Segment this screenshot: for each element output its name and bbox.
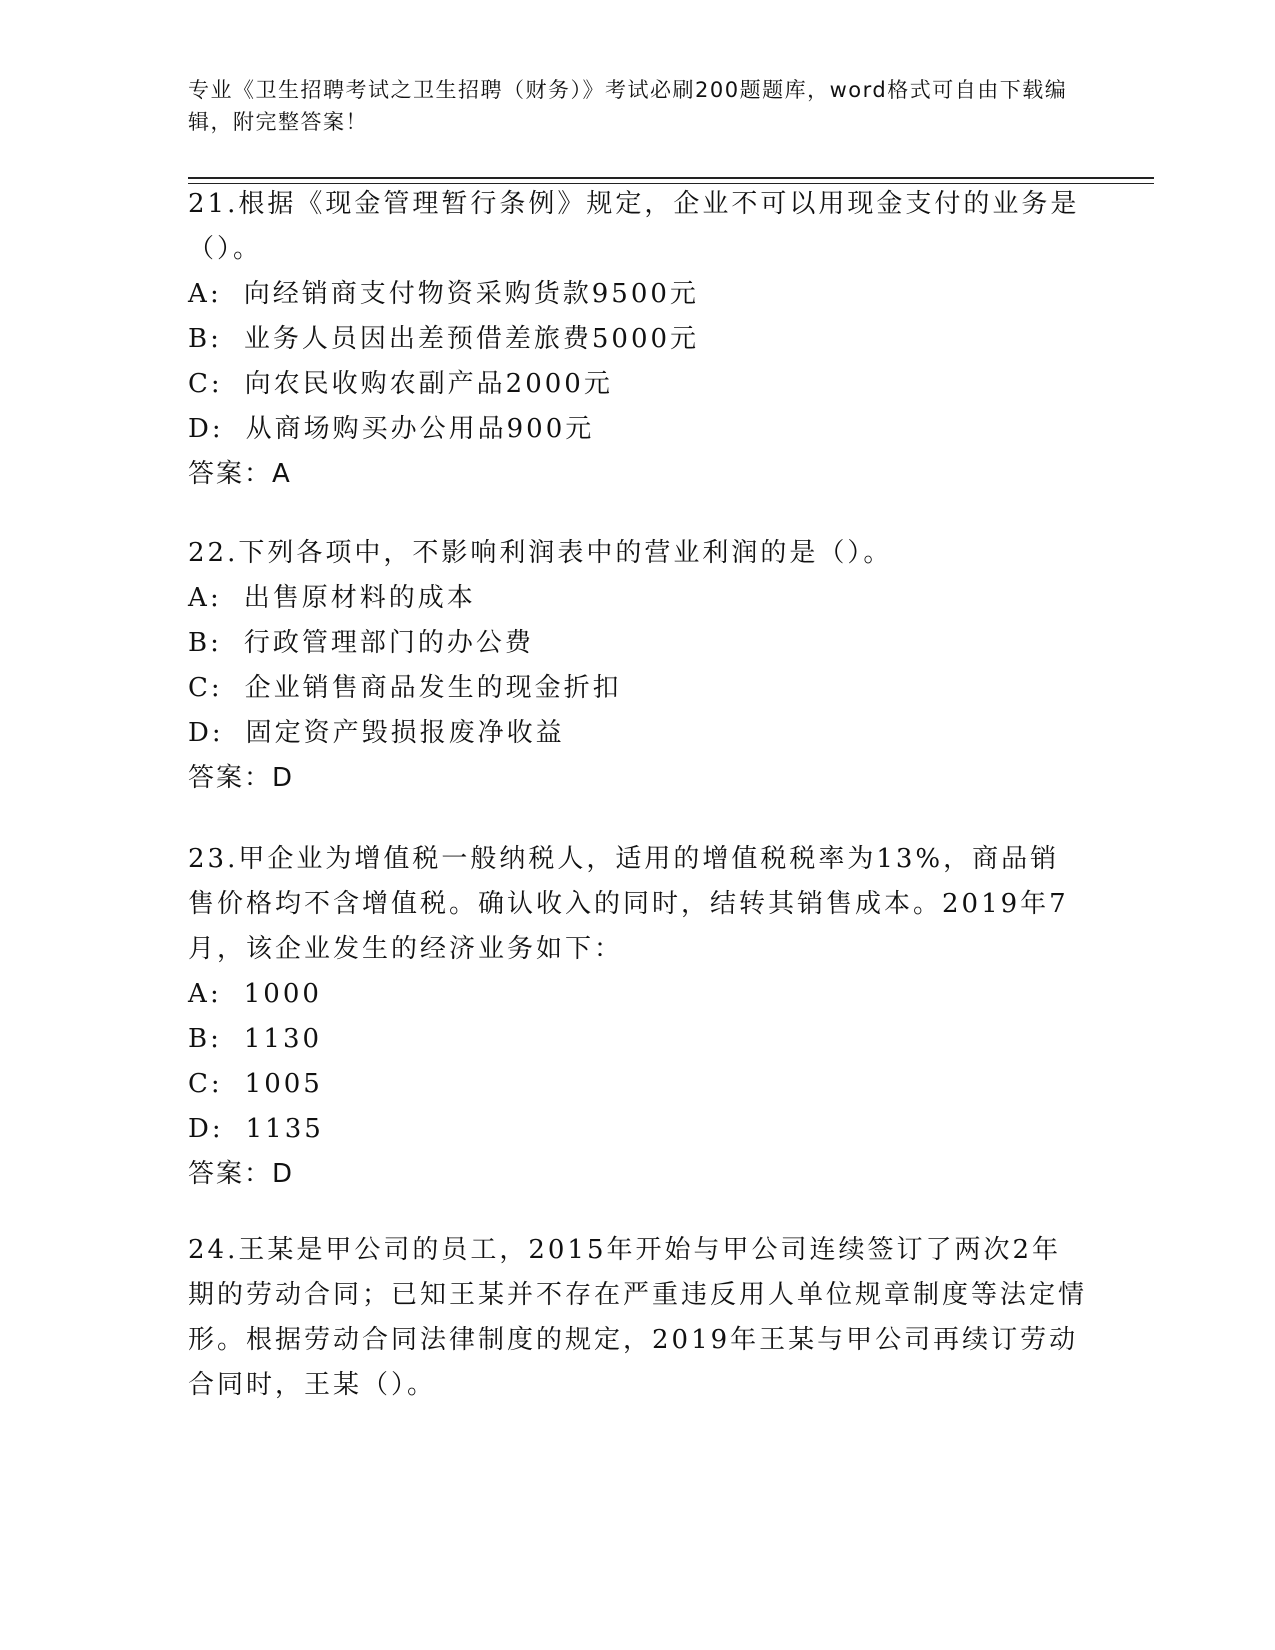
option-a: A: 1000 (188, 979, 322, 1009)
header-divider-thick (188, 177, 1154, 179)
document-header: 专业《卫生招聘考试之卫生招聘（财务）》考试必刷200题题库，word格式可自由下载编辑，附完整答案！ (188, 78, 1068, 134)
question-24 (188, 1228, 1088, 1408)
option-c: C: 1005 (188, 1069, 323, 1099)
question-stem: 21.根据《现金管理暂行条例》规定，企业不可以用现金支付的业务是（）。 (188, 189, 1080, 264)
question-22 (188, 531, 1088, 801)
answer-value: D (272, 763, 295, 793)
question-stem: 22.下列各项中，不影响利润表中的营业利润的是（）。 (188, 538, 893, 568)
answer-line: 答案：D (188, 763, 295, 793)
question-stem: 24.王某是甲公司的员工，2015年开始与甲公司连续签订了两次2年期的劳动合同；已知王某并不存在严重违反用人单位规章制度等法定情形。根据劳动合同法律制度的规定，2019年王某与甲公司再续订劳动合同时，王某（）。 (188, 1235, 1088, 1400)
option-b: B: 行政管理部门的办公费 (188, 628, 534, 658)
answer-line: 答案：D (188, 1159, 295, 1189)
answer-value: D (272, 1159, 295, 1189)
option-a: A: 出售原材料的成本 (188, 583, 476, 613)
answer-value: A (272, 459, 292, 489)
option-c: C: 向农民收购农副产品2000元 (188, 369, 613, 399)
question-stem: 23.甲企业为增值税一般纳税人，适用的增值税税率为13%，商品销售价格均不含增值税。确认收入的同时，结转其销售成本。2019年7月，该企业发生的经济业务如下： (188, 844, 1069, 964)
option-d: D: 从商场购买办公用品900元 (188, 414, 595, 444)
option-d: D: 固定资产毁损报废净收益 (188, 718, 565, 748)
option-b: B: 业务人员因出差预借差旅费5000元 (188, 324, 700, 354)
option-b: B: 1130 (188, 1024, 323, 1054)
question-23 (188, 837, 1088, 1197)
question-21 (188, 182, 1088, 497)
option-a: A: 向经销商支付物资采购货款9500元 (188, 279, 699, 309)
option-c: C: 企业销售商品发生的现金折扣 (188, 673, 622, 703)
option-d: D: 1135 (188, 1114, 324, 1144)
answer-line: 答案：A (188, 459, 292, 489)
